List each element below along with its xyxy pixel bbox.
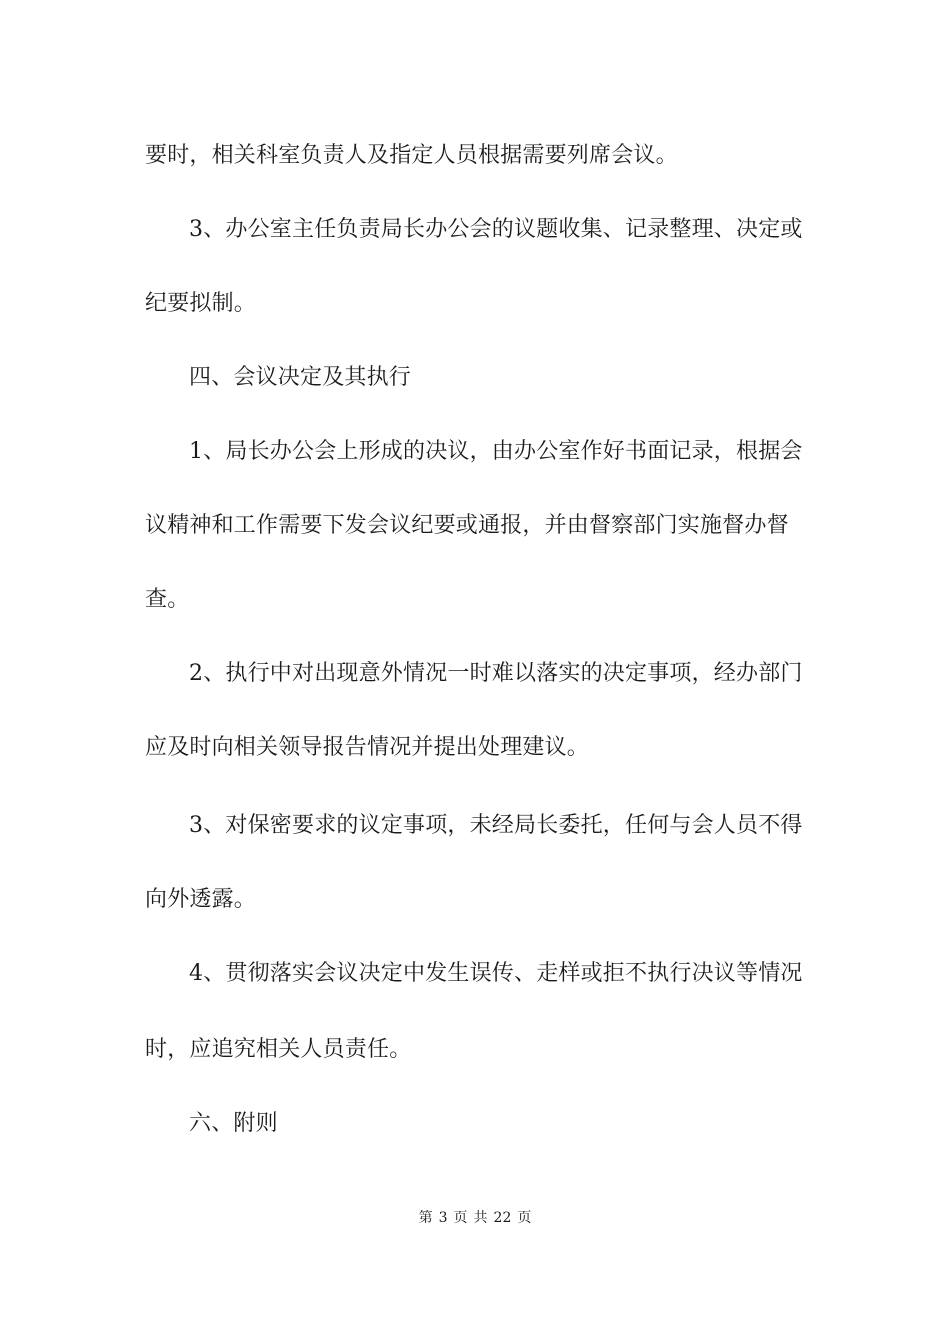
footer-suffix: 页 [517,1210,532,1226]
text-line: 3、对保密要求的议定事项，未经局长委托，任何与会人员不得 [189,813,803,838]
section-heading: 六、附则 [189,1111,278,1136]
text-line: 4、贯彻落实会议决定中发生误传、走样或拒不执行决议等情况 [189,961,803,986]
text-line: 纪要拟制。 [145,291,257,316]
text-line: 2、执行中对出现意外情况一时难以落实的决定事项，经办部门 [189,661,803,686]
section-heading: 四、会议决定及其执行 [189,365,412,390]
text-line: 应及时向相关领导报告情况并提出处理建议。 [145,735,590,760]
footer-total-pages: 22 [493,1210,512,1226]
text-line: 时，应追究相关人员责任。 [145,1037,412,1062]
text-line: 3、办公室主任负责局长办公会的议题收集、记录整理、决定或 [189,217,803,242]
text-line: 查。 [145,587,190,612]
text-line: 1、局长办公会上形成的决议，由办公室作好书面记录，根据会 [189,439,803,464]
text-line: 要时，相关科室负责人及指定人员根据需要列席会议。 [145,143,678,168]
footer-total-prefix: 共 [473,1210,488,1226]
footer-prefix: 第 [418,1210,433,1226]
text-line: 向外透露。 [145,887,257,912]
text-line: 议精神和工作需要下发会议纪要或通报，并由督察部门实施督办督 [145,513,789,538]
footer-page-word: 页 [453,1210,468,1226]
page-footer [0,1208,950,1228]
footer-current-page: 3 [438,1210,448,1226]
